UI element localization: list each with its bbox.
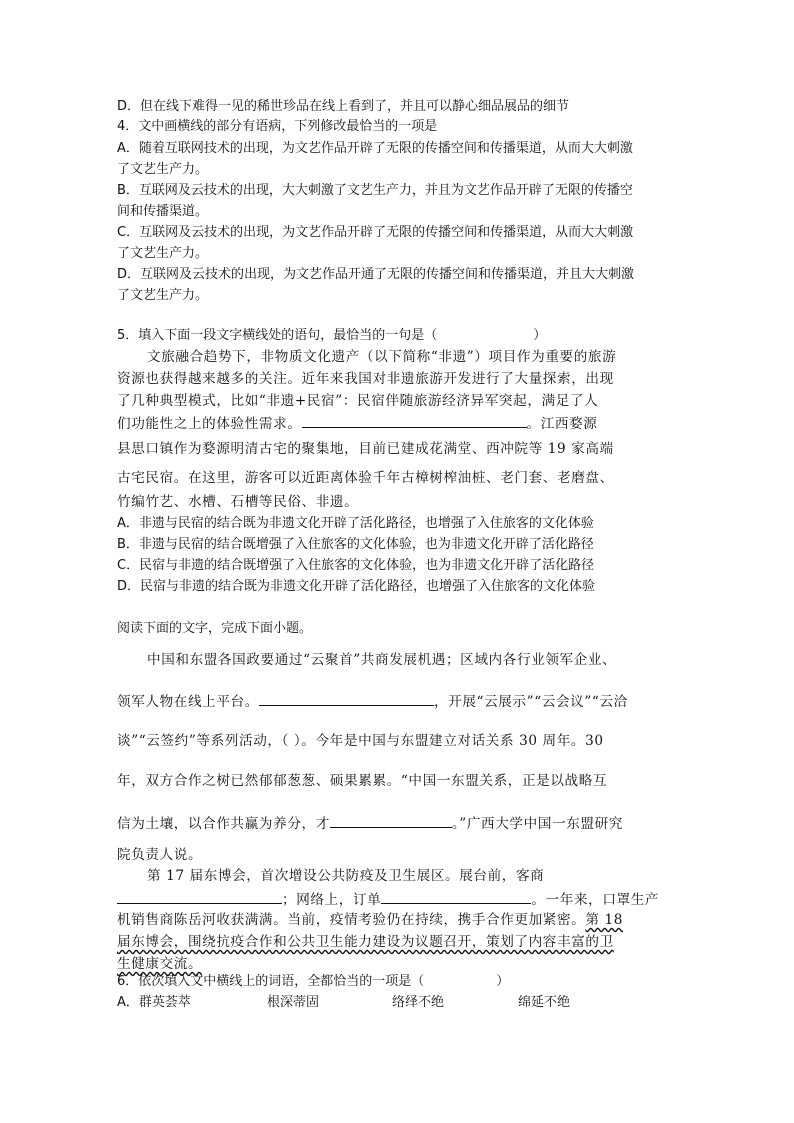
reading2-line2 <box>117 888 659 910</box>
reading2-line1: 第 17 届东博会，首次增设公共防疫及卫生展区。展台前，客商 <box>147 868 545 884</box>
q5-stem <box>117 326 546 346</box>
q6-stem <box>117 972 509 992</box>
reading-line6: 院负责人说。 <box>117 847 203 863</box>
q4-option-b-line1: B．互联网及云技术的出现，大大刺激了文艺生产力，并且为文艺作品开辟了无限的传播空 <box>117 183 633 198</box>
reading2-line3-underlined: 第 18 <box>585 912 624 928</box>
q5-option-d: D．民宿与非遗的结合既为非遗文化开辟了活化路径，也增强了入住旅客的文化体验 <box>117 579 596 594</box>
q5-fill-blank <box>302 412 527 428</box>
reading-blank-2 <box>330 812 452 828</box>
q6-option-a <box>117 993 570 1013</box>
q5-passage-line4-tail: 。江西婺源 <box>526 416 598 432</box>
q5-stem-close: ） <box>533 328 547 343</box>
reading-line5 <box>117 812 623 834</box>
q6-option-a-word4: 绵延不绝 <box>518 995 571 1010</box>
reading2-line3-text: 机销售商陈岳河收获满满。当前，疫情考验仍在持续，携手合作更加紧密。 <box>117 912 586 928</box>
q5-passage-line7: 竹编竹艺、水槽、石槽等民俗、非遗。 <box>117 494 359 510</box>
reading-blank-1 <box>259 690 434 706</box>
q6-stem-text: 6．依次填入文中横线上的词语，全都恰当的一项是（ <box>117 974 425 989</box>
reading2-line2-text: ；网络上，订单 <box>282 892 382 908</box>
q4-option-c-line2: 了文艺生产力。 <box>117 246 209 261</box>
q5-passage-line2: 资源也获得越来越多的关注。近年来我国对非遗旅游开发进行了大量探索，出现 <box>117 371 614 387</box>
reading2-line5: 生健康交流。 <box>117 956 203 972</box>
q4-option-a-line1: A．随着互联网技术的出现，为文艺作品开辟了无限的传播空间和传播渠道，从而大大刺激 <box>117 141 633 156</box>
q6-option-a-word2: 根深蒂固 <box>267 995 320 1010</box>
q5-option-c: C．民宿与非遗的结合既增强了入住旅客的文化体验，也为非遗文化开辟了活化路径 <box>117 558 595 573</box>
q5-stem-text: 5．填入下面一段文字横线处的语句，最恰当的一句是（ <box>117 328 438 343</box>
q6-stem-close: ） <box>496 974 510 989</box>
q6-option-a-label: A．群英荟萃 <box>117 995 191 1010</box>
reading2-line3 <box>117 910 623 930</box>
reading-line2-tail: ，开展“云展示”“云会议”“云洽 <box>433 694 628 710</box>
q5-passage-line4-text: 们功能性之上的体验性需求。 <box>117 416 302 432</box>
q6-option-a-word3: 络绎不绝 <box>392 995 445 1010</box>
reading-line4: 年，双方合作之树已然郁郁葱葱、硕果累累。“中国一东盟关系，正是以战略互 <box>117 773 608 789</box>
q4-stem: 4．文中画横线的部分有语病，下列修改最恰当的一项是 <box>117 119 438 134</box>
q3-option-d: D．但在线下难得一见的稀世珍品在线上看到了，并且可以静心细品展品的细节 <box>117 99 570 114</box>
q5-passage-line6: 古宅民宿。在这里，游客可以近距离体验千年古樟树榨油桩、老门套、老磨盘、 <box>117 470 614 486</box>
q4-option-d-line2: 了文艺生产力。 <box>117 288 209 303</box>
reading-blank-4 <box>381 888 531 904</box>
reading2-line4: 届东博会，围绕抗疫合作和公共卫生能力建设为议题召开，策划了内容丰富的卫 <box>117 934 614 950</box>
q5-passage-line3: 了几种典型模式，比如“非遗+民宿”：民宿伴随旅游经济异军突起，满足了人 <box>117 393 599 409</box>
q4-option-d-line1: D．互联网及云技术的出现，为文艺作品开通了无限的传播空间和传播渠道，并且大大刺激 <box>117 267 635 282</box>
reading-line5-tail: 。”广西大学中国一东盟研究 <box>451 816 623 832</box>
q4-option-b-line2: 间和传播渠道。 <box>117 204 209 219</box>
reading-line5-text: 信为土壤，以合作共赢为养分，才 <box>117 816 330 832</box>
reading-line2-text: 领军人物在线上平台。 <box>117 694 259 710</box>
q5-passage-line4 <box>117 412 598 434</box>
reading2-line2-tail: 。一年来，口罩生产 <box>531 892 660 908</box>
reading-line3: 谈”“云签约”等系列活动，（ ）。今年是中国与东盟建立对话关系 30 周年。30 <box>117 733 604 749</box>
reading-blank-3 <box>117 888 282 904</box>
reading-line2 <box>117 690 628 712</box>
q5-option-b: B．非遗与民宿的结合既增强了入住旅客的文化体验，也为非遗文化开辟了活化路径 <box>117 537 594 552</box>
reading-intro: 阅读下面的文字，完成下面小题。 <box>117 621 313 636</box>
q5-option-a: A．非遗与民宿的结合既为非遗文化开辟了活化路径，也增强了入住旅客的文化体验 <box>117 516 594 531</box>
reading-line1: 中国和东盟各国政要通过“云聚首”共商发展机遇；区域内各行业领军企业、 <box>147 652 617 668</box>
q5-passage-line5: 县思口镇作为婺源明清古宅的聚集地，目前已建成花满堂、西冲院等 19 家高端 <box>117 441 614 457</box>
q4-option-a-line2: 了文艺生产力。 <box>117 162 209 177</box>
q4-option-c-line1: C．互联网及云技术的出现，为文艺作品开辟了无限的传播空间和传播渠道，从而大大刺激 <box>117 225 634 240</box>
q5-passage-line1: 文旅融合趋势下，非物质文化遗产（以下简称“非遗”）项目作为重要的旅游 <box>147 349 617 365</box>
